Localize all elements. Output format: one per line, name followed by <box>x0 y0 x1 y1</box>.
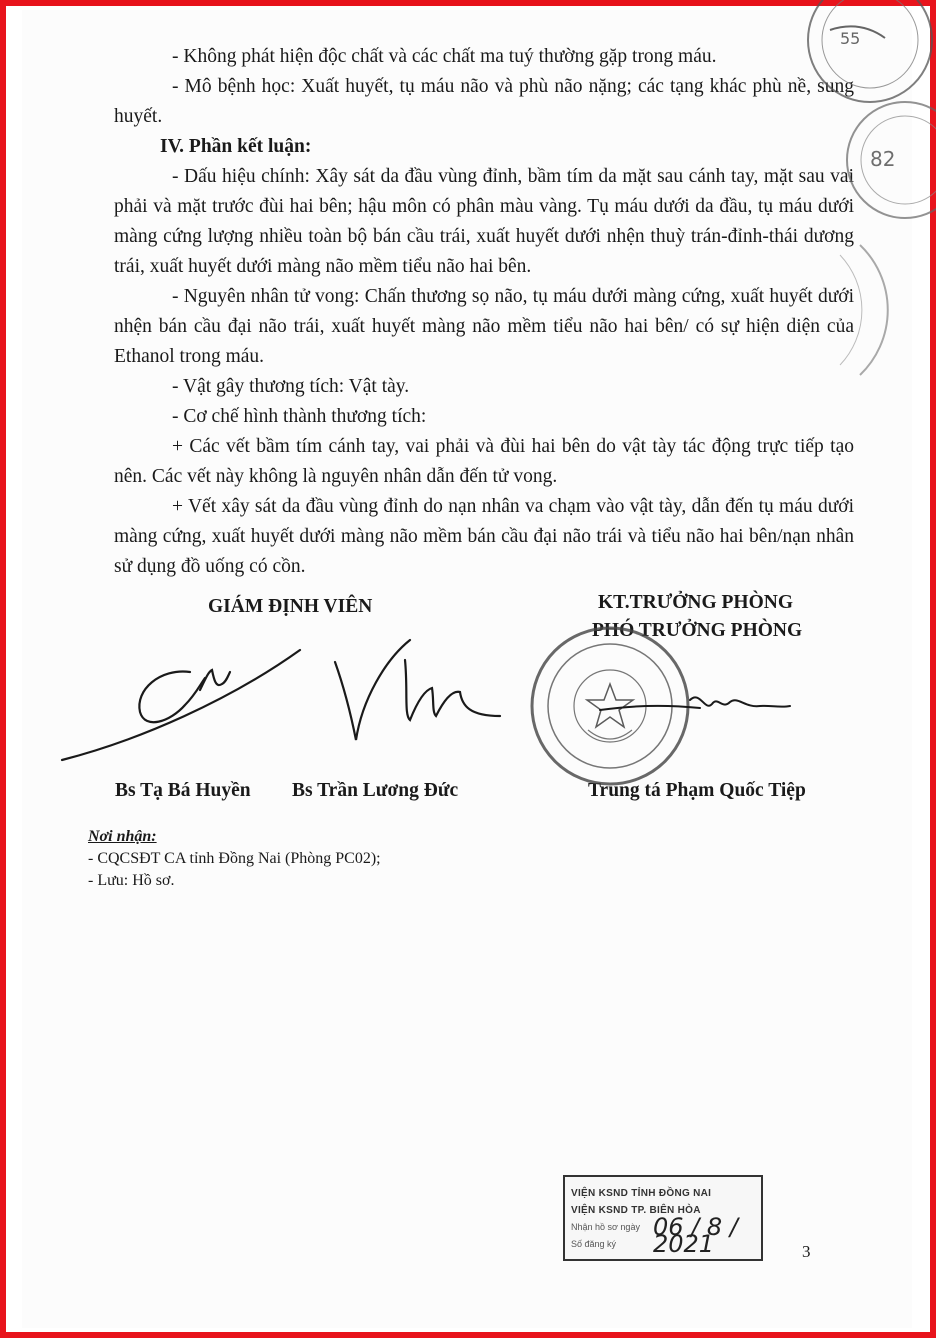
stamp-line: Nhận hồ sơ ngày <box>571 1222 640 1232</box>
stamp-line: VIỆN KSND TP. BIÊN HÒA <box>571 1205 701 1216</box>
svg-text:55: 55 <box>840 29 861 48</box>
margin-seal-top <box>808 0 932 102</box>
signer-name: Trung tá Phạm Quốc Tiệp <box>588 780 806 801</box>
stamp-date: 06 / 8 / 2021 <box>653 1213 738 1258</box>
paragraph: - Nguyên nhân tử vong: Chấn thương sọ não, tụ máu dưới màng cứng, xuất huyết dưới nhện bán cầu đại não trái, xuất huyết màng não mềm tiểu não hai bên/ có sự hiện diện của Ethanol trong máu. <box>114 286 854 367</box>
right-signature-subtitle: PHÓ TRƯỞNG PHÒNG <box>592 620 803 641</box>
margin-seal-lower <box>840 245 888 375</box>
svg-text:82: 82 <box>870 147 896 171</box>
signer-name: Bs Trần Lương Đức <box>292 780 459 801</box>
paragraph: + Vết xây sát da đầu vùng đỉnh do nạn nhân va chạm vào vật tày, dẫn đến tụ máu dưới màng cứng, xuất huyết dưới màng não mềm bán cầu đại não trái và tiểu não hai bên/nạn nhân sử dụng đồ uống có cồn. <box>114 496 854 577</box>
recipients-label: Nơi nhận: <box>88 828 157 845</box>
signer-name: Bs Tạ Bá Huyền <box>115 780 251 801</box>
paragraph: + Các vết bầm tím cánh tay, vai phải và đùi hai bên do vật tày tác động trực tiếp tạo nên. Các vết này không là nguyên nhân dẫn đến tử vong. <box>114 436 854 487</box>
recipient-item: - Lưu: Hồ sơ. <box>88 872 175 889</box>
recipient-item: - CQCSĐT CA tỉnh Đồng Nai (Phòng PC02); <box>88 850 381 867</box>
stamp-line: VIỆN KSND TỈNH ĐỒNG NAI <box>571 1188 712 1199</box>
paragraph: - Cơ chế hình thành thương tích: <box>172 406 427 427</box>
signature-duc <box>335 640 500 740</box>
paragraph: - Mô bệnh học: Xuất huyết, tụ máu não và phù não nặng; các tạng khác phù nề, sung huyết. <box>114 76 854 127</box>
section-heading: IV. Phần kết luận: <box>160 136 312 157</box>
right-signature-title: KT.TRƯỞNG PHÒNG <box>598 592 793 613</box>
signature-huyen <box>62 650 300 760</box>
stamp-line: Số đăng ký <box>571 1239 617 1249</box>
paragraph: - Dấu hiệu chính: Xây sát da đầu vùng đỉnh, bầm tím da mặt sau cánh tay, mặt sau vai phải và mặt trước đùi hai bên; hậu môn có phân màu vàng. Tụ máu dưới da đầu, tụ máu dưới màng cứng lượng nhiều toàn bộ bán cầu trái, xuất huyết dưới nhện thuỳ trán-đỉnh-thái dương trái, xuất huyết dưới màng não mềm tiểu não hai bên. <box>114 166 854 277</box>
margin-seal-mid <box>847 102 936 218</box>
page-number: 3 <box>802 1242 811 1261</box>
paragraph: - Vật gây thương tích: Vật tày. <box>172 376 410 397</box>
paragraph: - Không phát hiện độc chất và các chất ma tuý thường gặp trong máu. <box>172 46 717 67</box>
left-signature-title: GIÁM ĐỊNH VIÊN <box>208 596 373 617</box>
